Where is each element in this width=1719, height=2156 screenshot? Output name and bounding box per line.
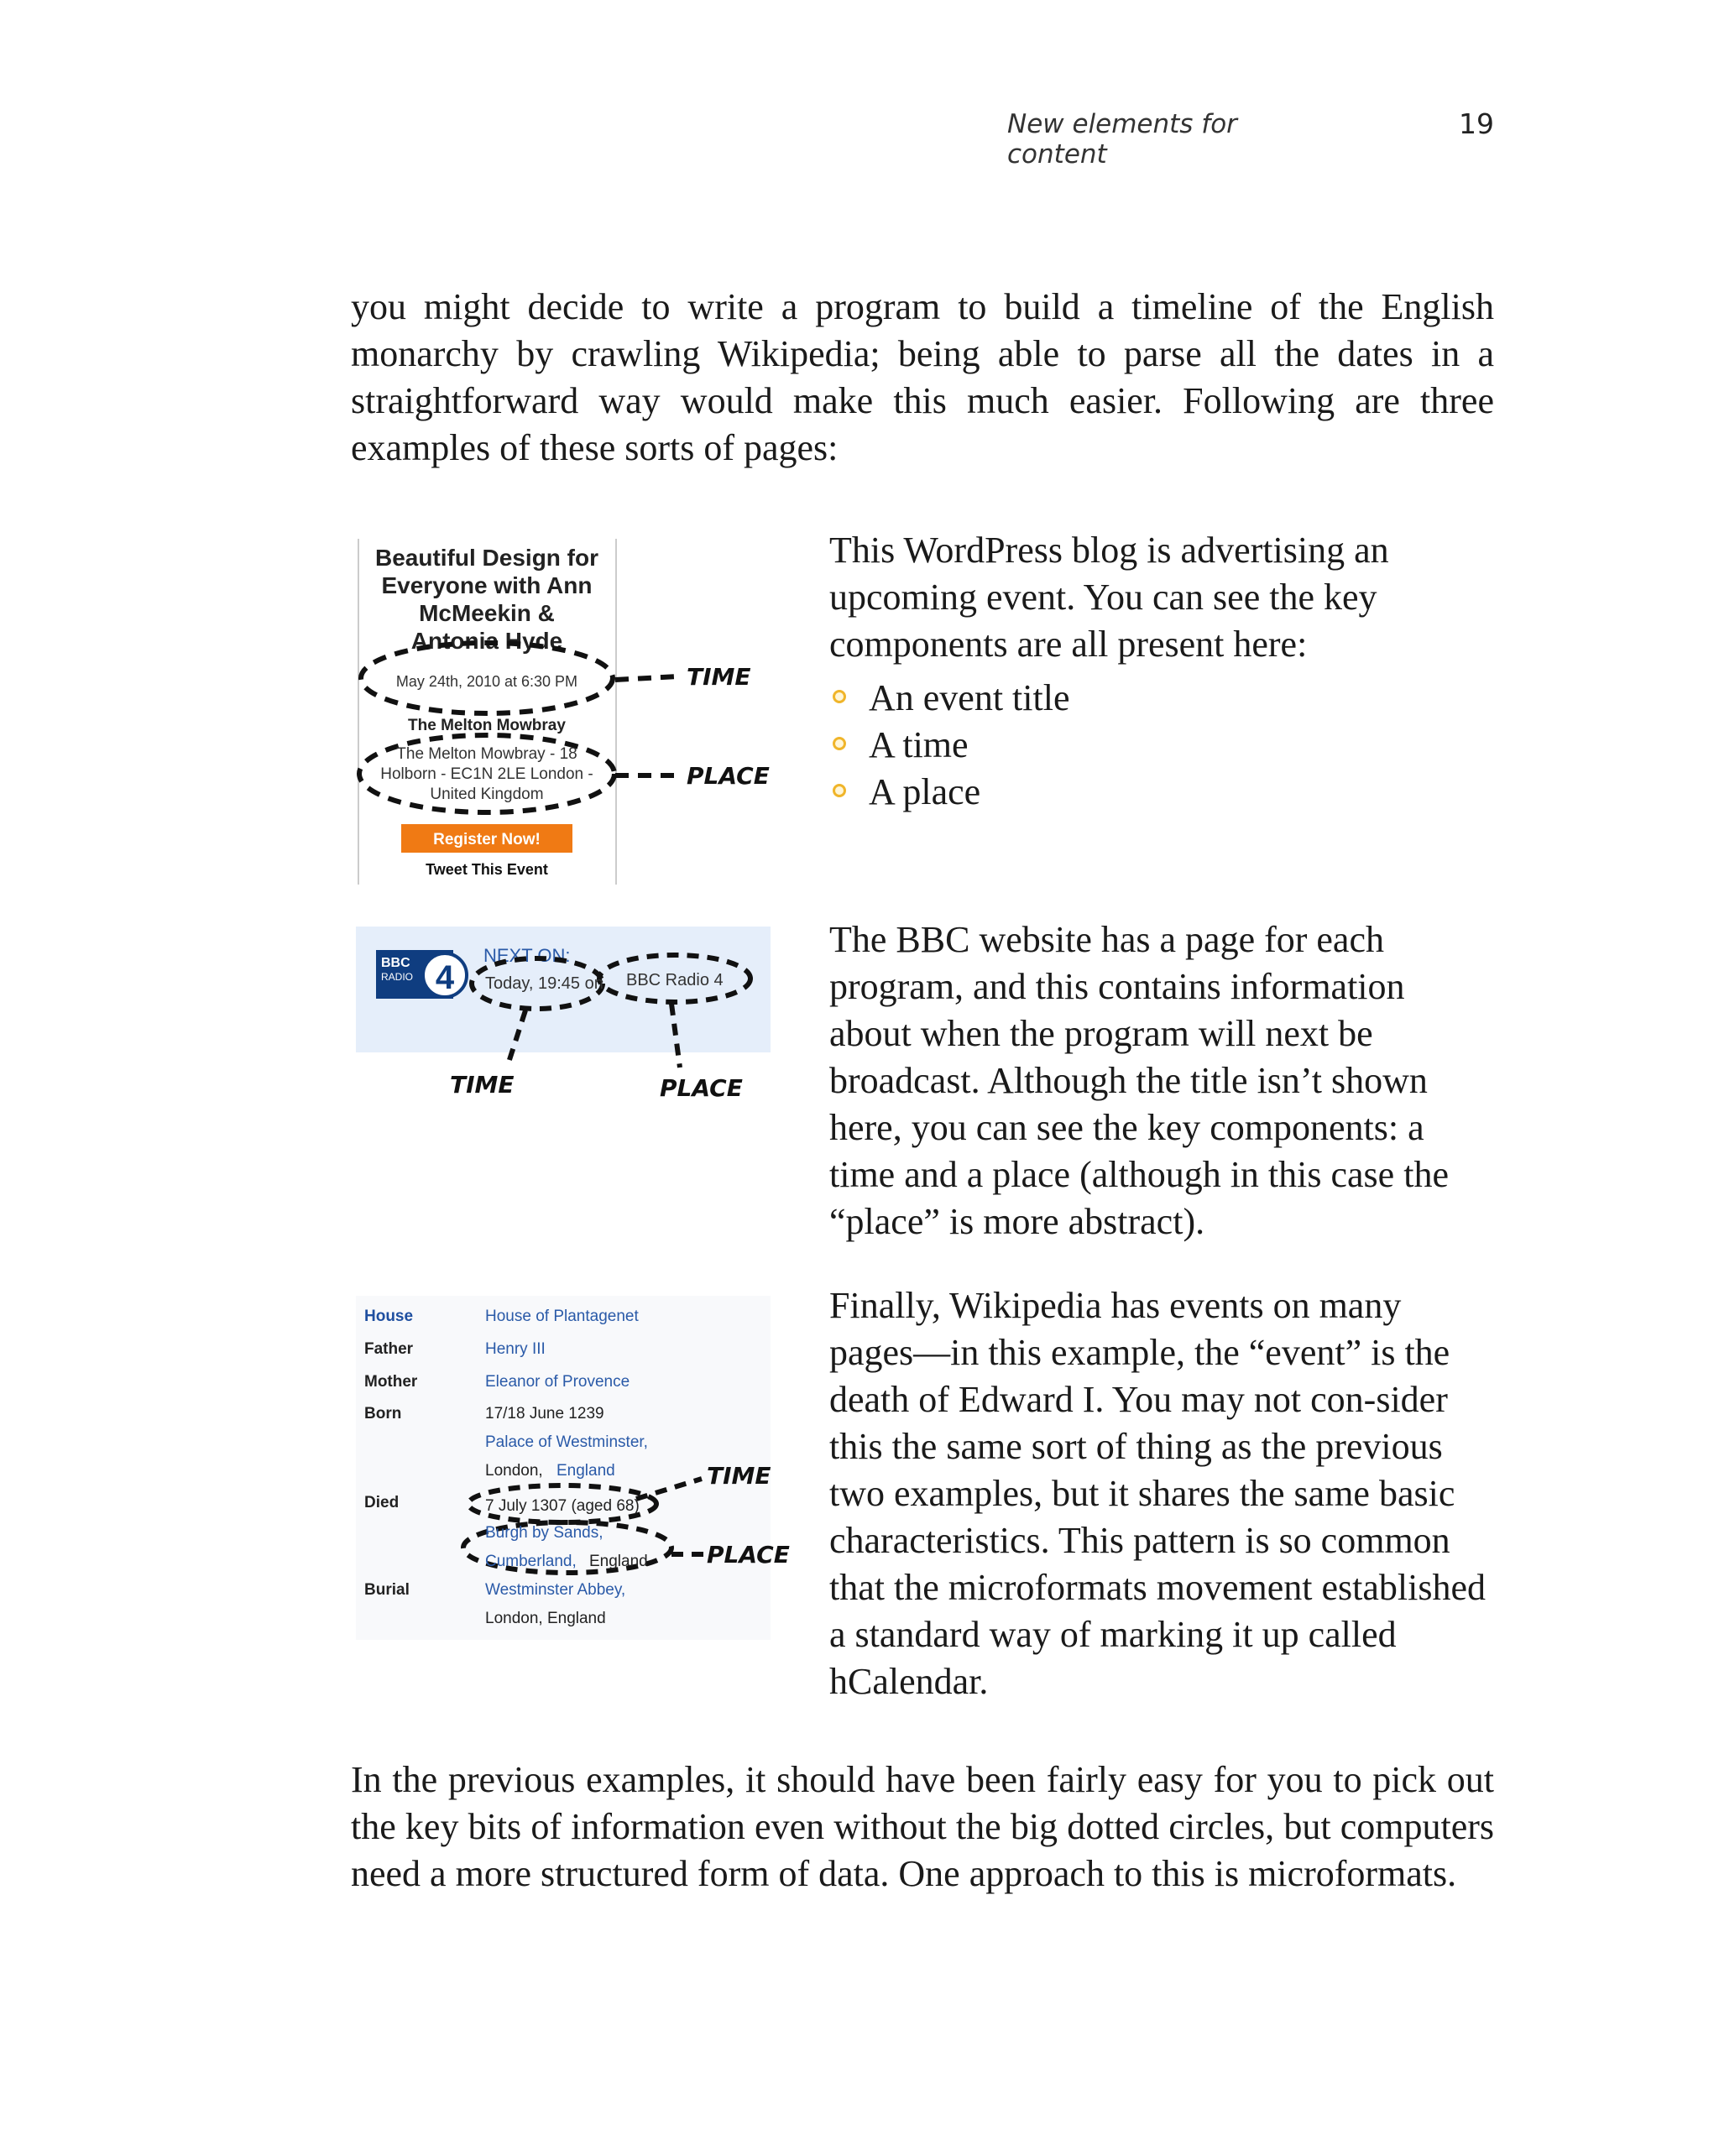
address-line-3: United Kingdom — [430, 786, 544, 803]
list-item: An event title — [829, 675, 1494, 722]
radio-logo-text: RADIO — [381, 971, 414, 983]
components-list — [829, 675, 1494, 816]
born-date: 17/18 June 1239 — [485, 1405, 604, 1423]
next-on-label: NEXT ON: — [483, 945, 571, 966]
born-city: London, — [485, 1462, 543, 1480]
figure-wikipedia-infobox — [351, 1292, 790, 1645]
bullet-icon — [833, 737, 846, 750]
house-value[interactable]: House of Plantagenet — [485, 1308, 639, 1325]
closing-paragraph: In the previous examples, it should have been fairly easy for you to pick out the key bits of information even without the big dotted circles, but computers need a more structured form of data. One approach to this is microformats. — [351, 1759, 1494, 1894]
time-label: TIME — [450, 1071, 515, 1099]
place-label: PLACE — [707, 1541, 790, 1569]
address-line-2: Holborn - EC1N 2LE London - — [380, 765, 593, 783]
died-country: England — [589, 1553, 648, 1570]
time-label: TIME — [707, 1462, 771, 1490]
event-date: May 24th, 2010 at 6:30 PM — [395, 673, 578, 690]
bullet-icon — [833, 690, 846, 703]
place-label: PLACE — [687, 762, 770, 790]
event-title-line-2: Everyone with Ann — [381, 572, 593, 598]
bbc-logo-text: BBC — [381, 956, 410, 970]
bbc-paragraph: The BBC website has a page for each program, and this contains information about when the program will next be broadcast. Although the title isn’t shown here, you can see the key components: a time and a place (although in this case the “place” is more abstract). — [829, 919, 1449, 1242]
burial-place-link[interactable]: Westminster Abbey, — [485, 1581, 626, 1599]
born-label: Born — [364, 1405, 402, 1423]
wikipedia-paragraph: Finally, Wikipedia has events on many pages—in this example, the “event” is the death of Edward I. You may not con-sider this the same sort of thing as the previous two examples, but it shares the same basic characteristics. This pattern is so common that the microformats movement established a standard way of marking it up called hCalendar. — [829, 1285, 1486, 1702]
next-on-station: BBC Radio 4 — [626, 971, 724, 989]
died-place-link-1[interactable]: Burgh by Sands, — [485, 1524, 603, 1542]
wordpress-paragraph: This WordPress blog is advertising an upcoming event. You can see the key components are all present here: — [829, 530, 1389, 665]
bullet-icon — [833, 784, 846, 797]
list-item: A place — [829, 769, 1494, 816]
wordpress-description — [829, 527, 1494, 816]
father-value[interactable]: Henry III — [485, 1340, 546, 1358]
born-country-link[interactable]: England — [556, 1462, 615, 1480]
father-label: Father — [364, 1340, 414, 1358]
event-title-line-1: Beautiful Design for — [374, 545, 599, 571]
house-label: House — [364, 1308, 414, 1325]
mother-value[interactable]: Eleanor of Provence — [485, 1373, 630, 1391]
intro-paragraph: you might decide to write a program to build a timeline of the English monarchy by crawling Wikipedia; being able to parse all the dates in a straightforward way would make this much easier. Following are three examples of these sorts of pages: — [351, 286, 1494, 468]
born-place-link[interactable]: Palace of Westminster, — [485, 1433, 648, 1451]
event-title-line-4: Antonia Hyde — [410, 628, 563, 654]
time-label: TIME — [687, 663, 751, 691]
tweet-this-event-link[interactable]: Tweet This Event — [426, 861, 548, 878]
place-label: PLACE — [660, 1074, 743, 1102]
event-title-line-3: McMeekin & — [419, 600, 555, 626]
mother-label: Mother — [364, 1373, 418, 1391]
died-date: 7 July 1307 (aged 68) — [485, 1497, 640, 1515]
venue-name: The Melton Mowbray — [408, 717, 566, 734]
bbc-description — [829, 916, 1494, 1245]
died-label: Died — [364, 1494, 400, 1511]
address-line-1: The Melton Mowbray - 18 — [396, 745, 577, 763]
page-header — [1007, 107, 1494, 170]
page-number: 19 — [1459, 107, 1494, 140]
figure-bbc-radio — [351, 923, 771, 1116]
figure-wordpress-event — [351, 535, 771, 888]
burial-city: London, England — [485, 1610, 606, 1627]
list-item: A time — [829, 722, 1494, 769]
burial-label: Burial — [364, 1581, 410, 1599]
radio-4-number: 4 — [435, 959, 455, 996]
running-head: New elements for content — [1007, 109, 1237, 170]
died-place-link-2[interactable]: Cumberland, — [485, 1553, 577, 1570]
next-on-time: Today, 19:45 on — [485, 974, 603, 993]
wikipedia-description — [829, 1282, 1494, 1705]
register-now-label: Register Now! — [433, 831, 541, 848]
